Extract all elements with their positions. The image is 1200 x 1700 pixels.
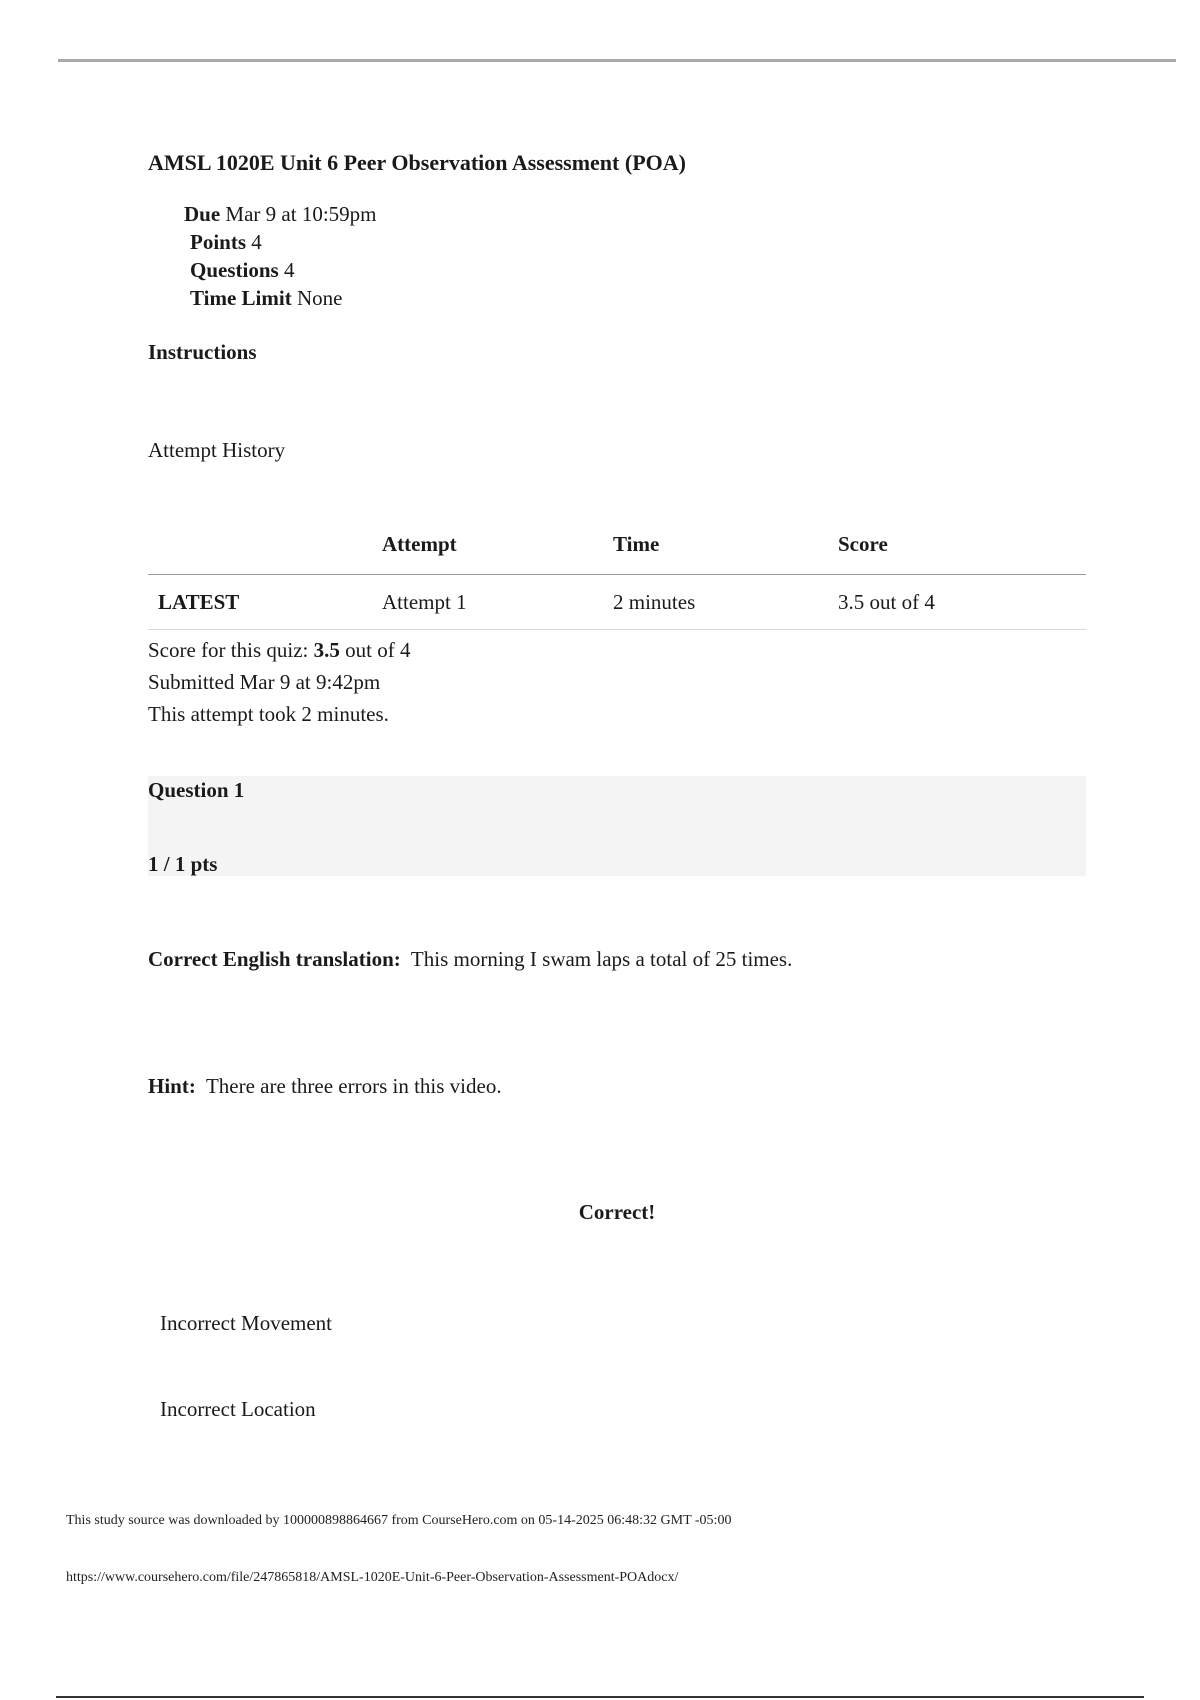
question-title: Question 1 (148, 778, 245, 802)
points-info (190, 230, 262, 255)
top-divider (58, 59, 1176, 62)
questions-info (190, 258, 294, 283)
score-prefix: Score for this quiz: (148, 638, 309, 662)
answer-option: Incorrect Location (160, 1397, 316, 1421)
column-header-time: Time (613, 532, 660, 556)
table-row (148, 575, 1086, 630)
source-url[interactable]: https://www.coursehero.com/file/247865818/AMSL-1020E-Unit-6-Peer-Observation-Assessment-POAdocx/ (66, 1570, 679, 1585)
due-value: Mar 9 at 10:59pm (225, 202, 377, 226)
hint-text: There are three errors in this video. (205, 1074, 502, 1098)
due-date (184, 202, 376, 227)
instructions-heading: Instructions (148, 340, 257, 364)
download-notice: This study source was downloaded by 100000898864667 from CourseHero.com on 05-14-2025 06:48:32 GMT -05:00 (66, 1513, 732, 1528)
points-label: Points (190, 230, 247, 254)
time-limit-info (190, 286, 342, 311)
submitted-time: Submitted Mar 9 at 9:42pm (148, 670, 381, 694)
answer-option: Incorrect Movement (160, 1311, 333, 1335)
column-header-score: Score (838, 532, 888, 556)
hint-label: Hint: (148, 1074, 196, 1098)
question-points: 1 / 1 pts (148, 852, 218, 876)
question-header (148, 776, 1086, 876)
questions-label: Questions (190, 258, 279, 282)
attempt-time: 2 minutes (613, 590, 696, 614)
attempt-history-table (148, 516, 1086, 630)
score-suffix: out of 4 (345, 638, 411, 662)
attempt-summary (148, 634, 410, 730)
time-limit-value: None (296, 286, 343, 310)
questions-value: 4 (283, 258, 295, 282)
attempt-duration: This attempt took 2 minutes. (148, 702, 389, 726)
attempt-link[interactable]: Attempt 1 (382, 590, 467, 614)
due-label: Due (184, 202, 221, 226)
quiz-score (148, 634, 410, 666)
latest-label: LATEST (158, 590, 240, 614)
result-correct: Correct! (578, 1200, 656, 1224)
score-value: 3.5 (313, 638, 340, 662)
translation-text: This morning I swam laps a total of 25 times. (410, 947, 793, 971)
attempt-history-heading: Attempt History (148, 438, 286, 462)
points-value: 4 (251, 230, 262, 254)
attempt-score: 3.5 out of 4 (838, 590, 935, 614)
bottom-divider (56, 1696, 1144, 1698)
question-hint (148, 1074, 502, 1099)
correct-translation (148, 947, 792, 972)
quiz-title: AMSL 1020E Unit 6 Peer Observation Assessment (POA) (148, 150, 686, 175)
table-header-row (148, 516, 1086, 575)
column-header-attempt: Attempt (382, 532, 457, 556)
time-limit-label: Time Limit (190, 286, 292, 310)
translation-label: Correct English translation: (148, 947, 401, 971)
